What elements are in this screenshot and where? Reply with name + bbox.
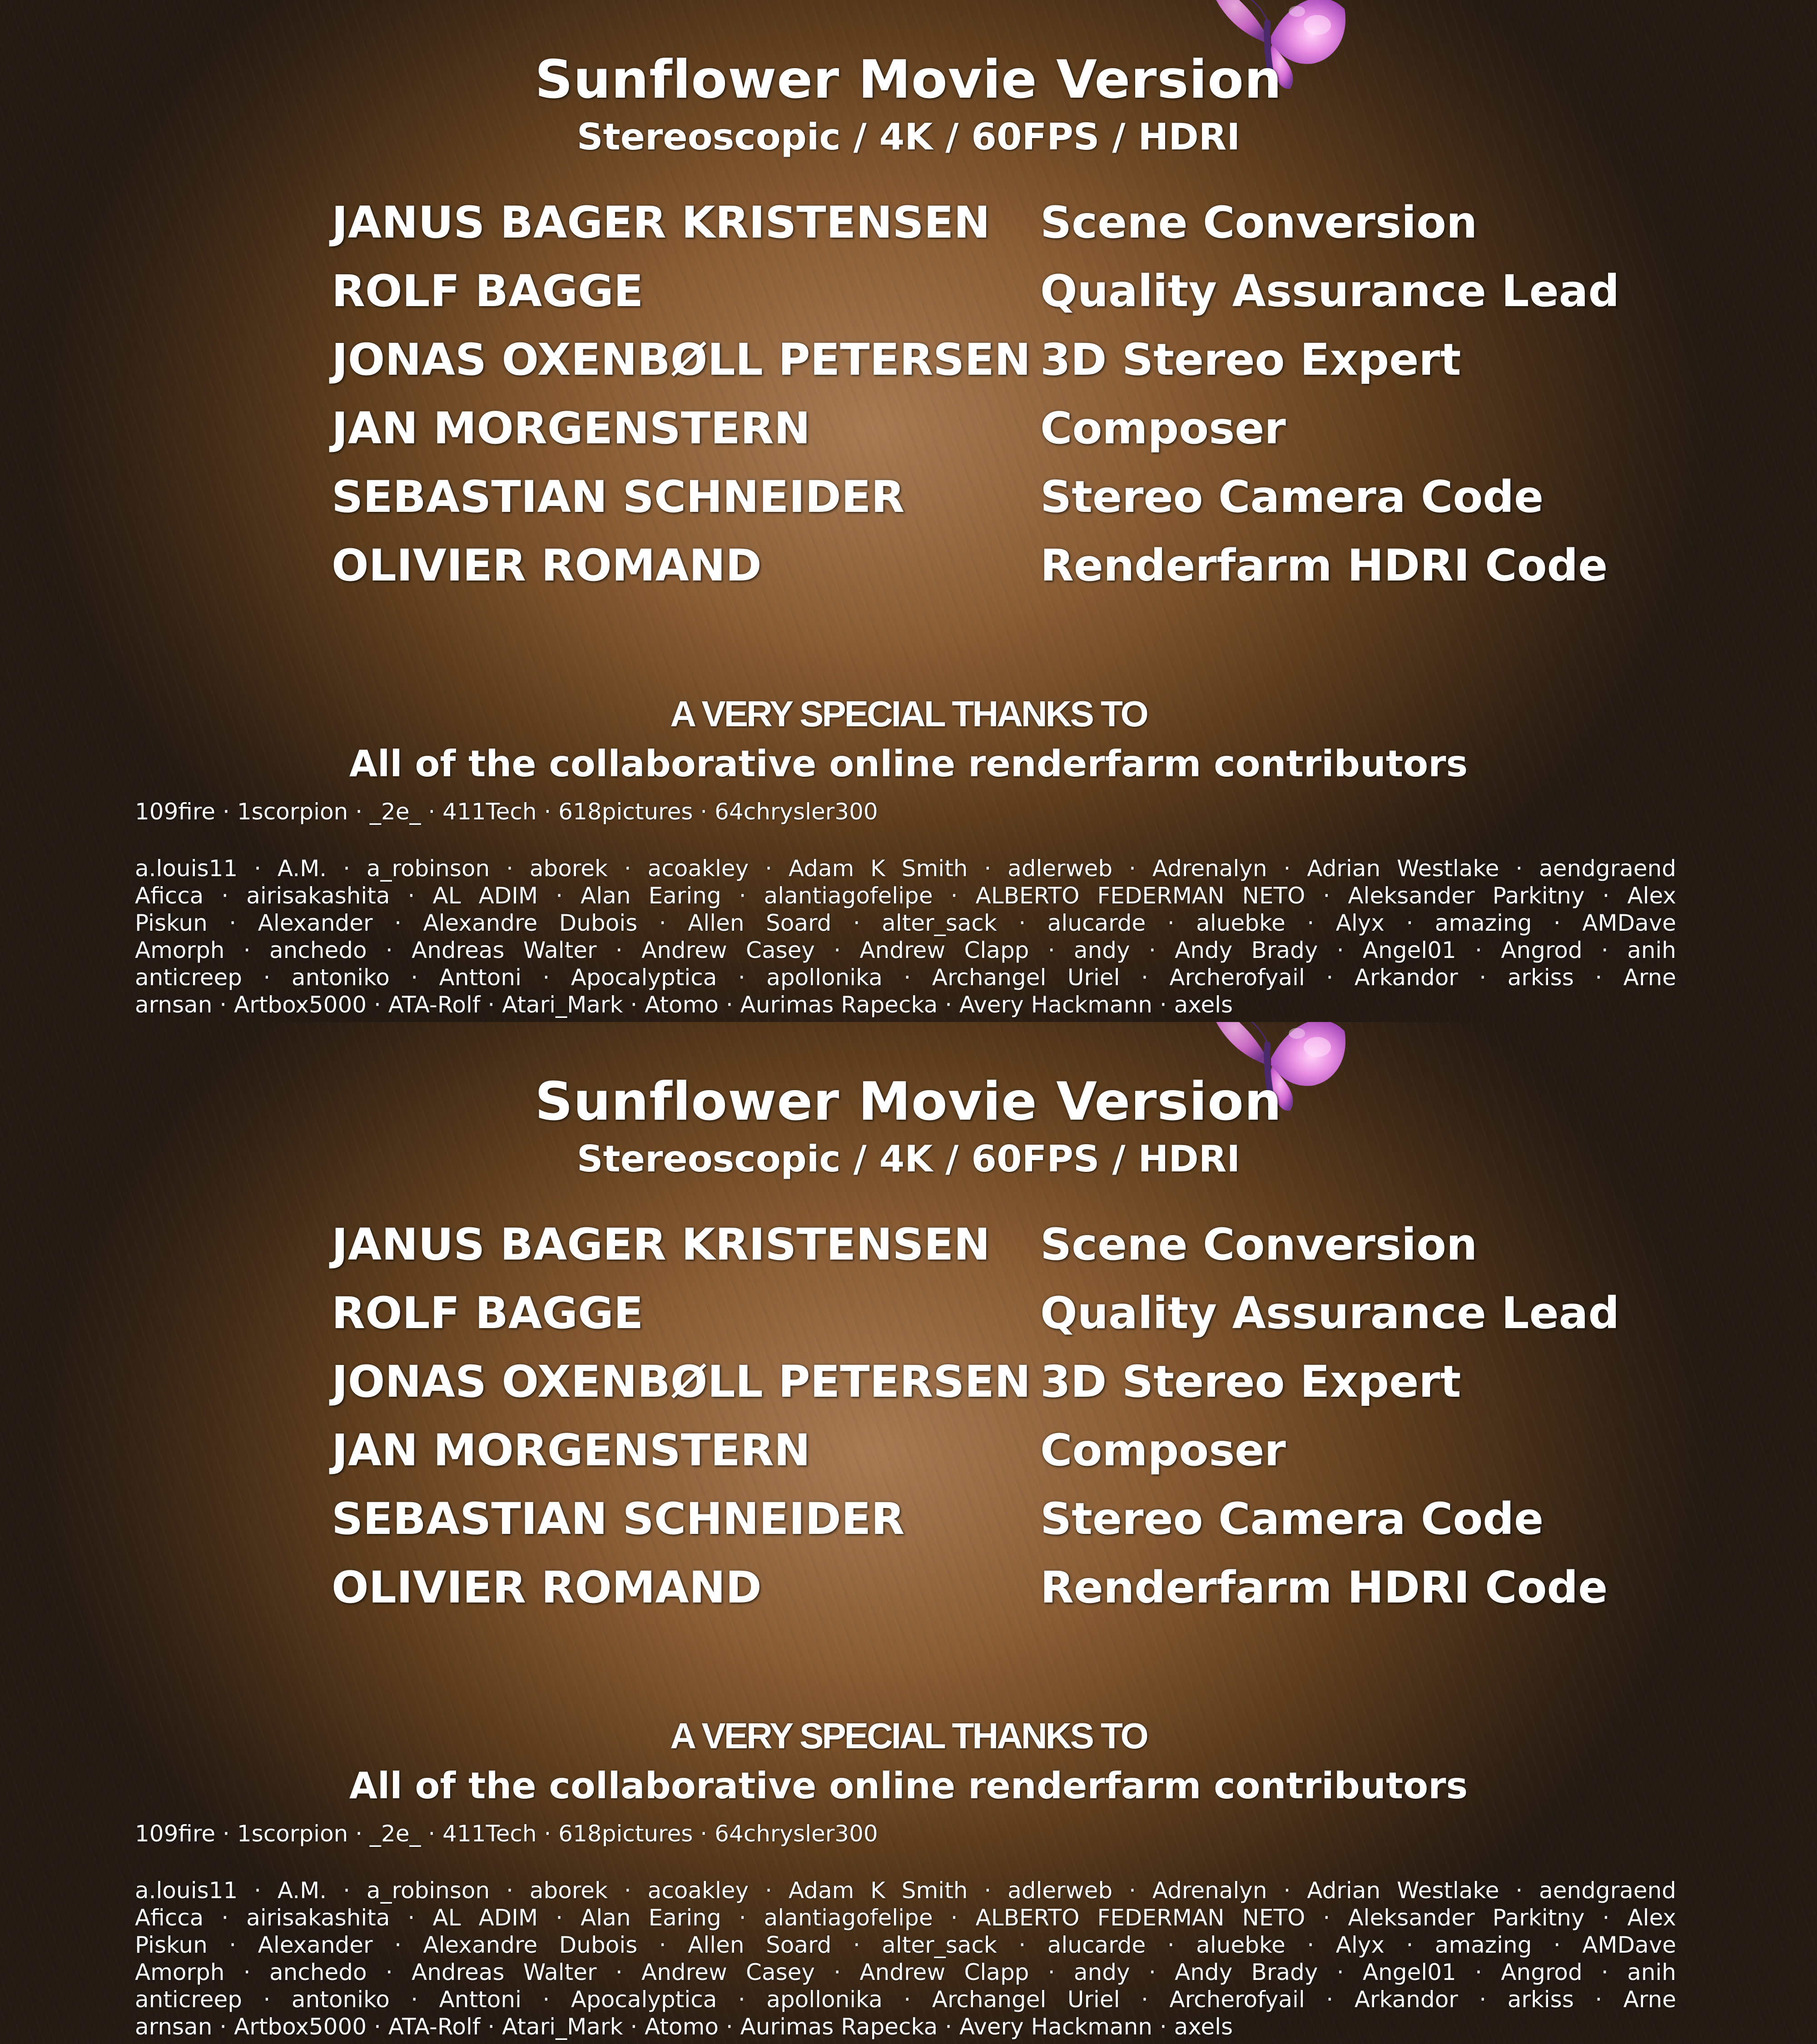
credit-role: Composer bbox=[1040, 403, 1286, 454]
credit-row bbox=[332, 403, 1694, 474]
contributors-row: arnsan · Artbox5000 · ATA-Rolf · Atari_Mark · Atomo · Aurimas Rapecka · Avery Hackmann · axels bbox=[135, 992, 1233, 1018]
contributors-row: a.louis11 · A.M. · a_robinson · aborek · acoakley · Adam K Smith · adlerweb · Adrenalyn · Adrian Westlake · aendgraend bbox=[135, 1877, 1676, 1904]
contributors-row: Amorph · anchedo · Andreas Walter · Andrew Casey · Andrew Clapp · andy · Andy Brady · Angel01 · Angrod · anih bbox=[135, 1959, 1676, 1985]
credit-role: 3D Stereo Expert bbox=[1040, 334, 1461, 385]
credit-name: SEBASTIAN SCHNEIDER bbox=[332, 471, 905, 522]
credit-name: JONAS OXENBØLL PETERSEN bbox=[332, 334, 1031, 385]
contributors-row: Aficca · airisakashita · AL ADIM · Alan Earing · alantiagofelipe · ALBERTO FEDERMAN NETO · Aleksander Parkitny · Alex bbox=[135, 883, 1676, 909]
credit-role: Stereo Camera Code bbox=[1040, 471, 1544, 522]
credit-row bbox=[332, 1493, 1694, 1565]
movie-subtitle: Stereoscopic / 4K / 60FPS / HDRI bbox=[576, 116, 1241, 158]
contributors-first-line: 109fire · 1scorpion · _2e_ · 411Tech · 618pictures · 64chrysler300 bbox=[135, 1821, 878, 1847]
contributors-row: Piskun · Alexander · Alexandre Dubois · Allen Soard · alter_sack · alucarde · aluebke · Alyx · amazing · AMDave bbox=[135, 1932, 1676, 1958]
credit-role: Stereo Camera Code bbox=[1040, 1493, 1544, 1544]
contributors-row: Piskun · Alexander · Alexandre Dubois · Allen Soard · alter_sack · alucarde · aluebke · Alyx · amazing · AMDave bbox=[135, 910, 1676, 936]
credit-name: JANUS BAGER KRISTENSEN bbox=[332, 1219, 990, 1270]
credit-name: JANUS BAGER KRISTENSEN bbox=[332, 197, 990, 248]
credit-name: OLIVIER ROMAND bbox=[332, 540, 762, 591]
credit-role: Quality Assurance Lead bbox=[1040, 266, 1620, 317]
credit-name: JAN MORGENSTERN bbox=[332, 1425, 811, 1476]
credit-name: SEBASTIAN SCHNEIDER bbox=[332, 1493, 905, 1544]
contributors-row: Amorph · anchedo · Andreas Walter · Andrew Casey · Andrew Clapp · andy · Andy Brady · Angel01 · Angrod · anih bbox=[135, 937, 1676, 963]
contributors-row: anticreep · antoniko · Anttoni · Apocalyptica · apollonika · Archangel Uriel · Archerofyail · Arkandor · arkiss · Arne bbox=[135, 1986, 1676, 2013]
movie-subtitle: Stereoscopic / 4K / 60FPS / HDRI bbox=[576, 1138, 1241, 1180]
contributors-row: arnsan · Artbox5000 · ATA-Rolf · Atari_Mark · Atomo · Aurimas Rapecka · Avery Hackmann · axels bbox=[135, 2014, 1233, 2040]
movie-title: Sunflower Movie Version bbox=[535, 49, 1282, 110]
special-thanks-subheading: All of the collaborative online renderfarm contributors bbox=[349, 1765, 1468, 1807]
contributors-list bbox=[135, 855, 1676, 1018]
credit-row bbox=[332, 471, 1694, 543]
credit-role: Scene Conversion bbox=[1040, 197, 1478, 248]
credit-row bbox=[332, 197, 1694, 268]
credit-row bbox=[332, 1356, 1694, 1428]
special-thanks-heading: A VERY SPECIAL THANKS TO bbox=[670, 1716, 1147, 1756]
contributors-row: a.louis11 · A.M. · a_robinson · aborek · acoakley · Adam K Smith · adlerweb · Adrenalyn · Adrian Westlake · aendgraend bbox=[135, 855, 1676, 882]
movie-title: Sunflower Movie Version bbox=[535, 1071, 1282, 1132]
credit-row bbox=[332, 1290, 1694, 1359]
contributors-row: Aficca · airisakashita · AL ADIM · Alan Earing · alantiagofelipe · ALBERTO FEDERMAN NETO · Aleksander Parkitny · Alex bbox=[135, 1905, 1676, 1931]
credit-name: OLIVIER ROMAND bbox=[332, 1562, 762, 1613]
credit-name: ROLF BAGGE bbox=[332, 266, 644, 317]
credit-name: JAN MORGENSTERN bbox=[332, 403, 811, 454]
credit-row bbox=[332, 540, 1694, 611]
credit-role: Quality Assurance Lead bbox=[1040, 1288, 1620, 1339]
special-thanks-heading: A VERY SPECIAL THANKS TO bbox=[670, 694, 1147, 734]
contributors-list bbox=[135, 1877, 1676, 2040]
credit-role: Renderfarm HDRI Code bbox=[1040, 540, 1608, 591]
credit-role: Renderfarm HDRI Code bbox=[1040, 1562, 1608, 1613]
credit-role: Composer bbox=[1040, 1425, 1286, 1476]
credits-list bbox=[332, 197, 1694, 611]
credit-name: ROLF BAGGE bbox=[332, 1288, 644, 1339]
credit-row bbox=[332, 1425, 1694, 1496]
credit-row bbox=[332, 268, 1694, 337]
right-eye-view bbox=[0, 1022, 1817, 2044]
credit-name: JONAS OXENBØLL PETERSEN bbox=[332, 1356, 1031, 1407]
credits-list bbox=[332, 1219, 1694, 1633]
contributors-row: anticreep · antoniko · Anttoni · Apocalyptica · apollonika · Archangel Uriel · Archerofyail · Arkandor · arkiss · Arne bbox=[135, 964, 1676, 991]
credit-row bbox=[332, 1219, 1694, 1290]
credit-role: Scene Conversion bbox=[1040, 1219, 1478, 1270]
credit-row bbox=[332, 1562, 1694, 1633]
credit-role: 3D Stereo Expert bbox=[1040, 1356, 1461, 1407]
contributors-first-line: 109fire · 1scorpion · _2e_ · 411Tech · 618pictures · 64chrysler300 bbox=[135, 799, 878, 825]
credit-row bbox=[332, 334, 1694, 406]
special-thanks-subheading: All of the collaborative online renderfarm contributors bbox=[349, 743, 1468, 785]
